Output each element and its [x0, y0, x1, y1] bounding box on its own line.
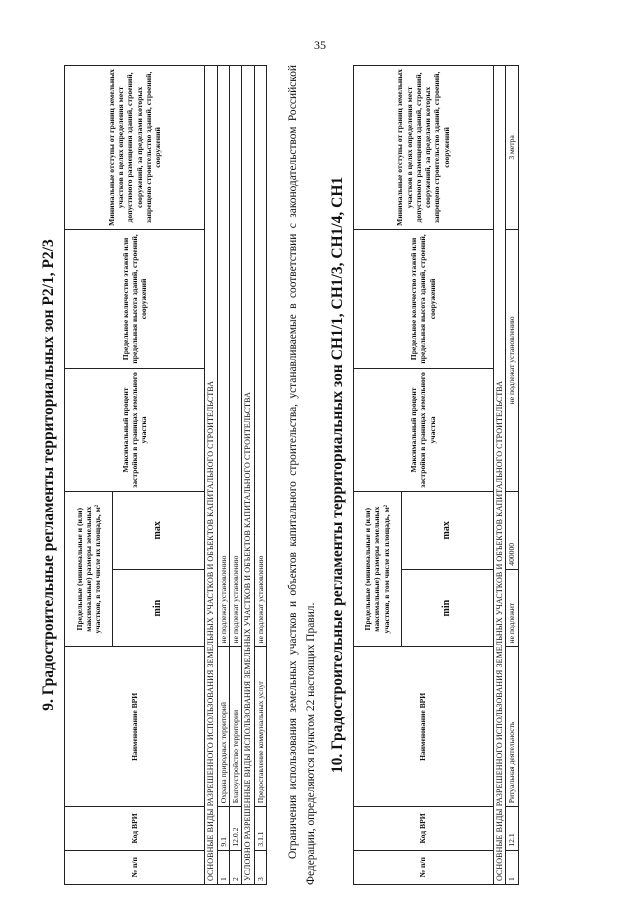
row-num: 3: [255, 850, 267, 884]
row-code: 3.1.1: [255, 807, 267, 850]
header-min: min: [113, 569, 205, 647]
row-value: не подлежат установлению: [255, 66, 267, 648]
header-code: Код ВРИ: [353, 807, 493, 850]
conditional-types-row: УСЛОВНО РАЗРЕШЕННЫЕ ВИДЫ ИСПОЛЬЗОВАНИЯ ЗЕМЕЛЬНЫХ УЧАСТКОВ И ОБЪЕКТОВ КАПИТАЛЬНОГО СТРОИТЕЛЬСТВА: [242, 66, 255, 885]
row-num: 1: [217, 850, 229, 884]
table-row: [255, 66, 267, 885]
header-floors: Предельное количество этажей или предельная высота зданий, строений, сооружений: [353, 229, 493, 368]
header-min: min: [401, 569, 493, 647]
row-num: 2: [230, 850, 242, 884]
row-name: Ритуальная деятельность: [506, 647, 518, 807]
row-code: 9.1: [217, 807, 229, 850]
row-name: Охрана природных территорий: [217, 647, 229, 807]
row-value: не подлежат установлению: [230, 66, 242, 648]
table-row: [506, 66, 518, 885]
row-code: 12.1: [506, 807, 518, 850]
header-setback: Минимальные отступы от границ земельных участков в целях определения мест допустимого размещения зданий, строений, сооружений, за пределами которых запрещено строительство зданий, строений, сооружений: [65, 66, 205, 230]
row-name: Предоставление коммунальных услуг: [255, 647, 267, 807]
main-types-row: ОСНОВНЫЕ ВИДЫ РАЗРЕШЕННОГО ИСПОЛЬЗОВАНИЯ ЗЕМЕЛЬНЫХ УЧАСТКОВ И ОБЪЕКТОВ КАПИТАЛЬНОГО СТРОИТЕЛЬСТВА: [493, 66, 506, 885]
row-name: Благоустройство территории: [230, 647, 242, 807]
rotated-content: [40, 65, 600, 885]
page-number: 35: [314, 38, 326, 52]
section-10-title: 10. Градостроительные регламенты территориальных зон СН1/1, СН1/3, СН1/4, СН1: [328, 176, 346, 774]
header-area-group: Предельные (минимальные и (или) максимальные) размеры земельных участков, в том числе их площадь, м²: [353, 491, 401, 647]
header-num: № п/п: [65, 850, 205, 884]
header-setback: Минимальные отступы от границ земельных участков в целях определения мест допустимого размещения зданий, строений, сооружений, за пределами которых запрещено строительство зданий, строений, сооружений: [353, 66, 493, 230]
header-max: max: [401, 491, 493, 569]
row-code: 12.0.2: [230, 807, 242, 850]
restrictions-paragraph: Ограничения использования земельных участков и объектов капитального строительства, устанавливаемые в соответствии с законодательством Российской Федерации, определяются пунктом 22 настоящих Правил.: [287, 65, 317, 885]
header-name: Наименование ВРИ: [65, 647, 205, 807]
header-percent: Максимальный процент застройки в границах земельного участка: [65, 369, 205, 492]
header-floors: Предельное количество этажей или предельная высота зданий, строений, сооружений: [65, 229, 205, 368]
row-setback: 3 метра: [506, 66, 518, 230]
row-value: не подлежат установлению: [506, 229, 518, 491]
header-num: № п/п: [353, 850, 493, 884]
main-types-row: ОСНОВНЫЕ ВИДЫ РАЗРЕШЕННОГО ИСПОЛЬЗОВАНИЯ ЗЕМЕЛЬНЫХ УЧАСТКОВ И ОБЪЕКТОВ КАПИТАЛЬНОГО СТРОИТЕЛЬСТВА: [205, 66, 218, 885]
header-area-group: Предельные (минимальные и (или) максимальные) размеры земельных участков, в том числе их площадь, м²: [65, 491, 113, 647]
section-9-table: [64, 65, 267, 885]
row-min: не подлежит: [506, 569, 518, 647]
header-code: Код ВРИ: [65, 807, 205, 850]
row-value: не подлежат установлению: [217, 66, 229, 648]
section-10-table: [353, 65, 519, 885]
table-row: [217, 66, 229, 885]
section-9-title: 9. Градостроительные регламенты территориальных зон Р2/1, Р2/3: [40, 239, 57, 711]
header-name: Наименование ВРИ: [353, 647, 493, 807]
header-max: max: [113, 491, 205, 569]
header-percent: Максимальный процент застройки в границах земельного участка: [353, 369, 493, 492]
row-max: 400000: [506, 491, 518, 569]
row-num: 1: [506, 850, 518, 884]
table-row: [230, 66, 242, 885]
